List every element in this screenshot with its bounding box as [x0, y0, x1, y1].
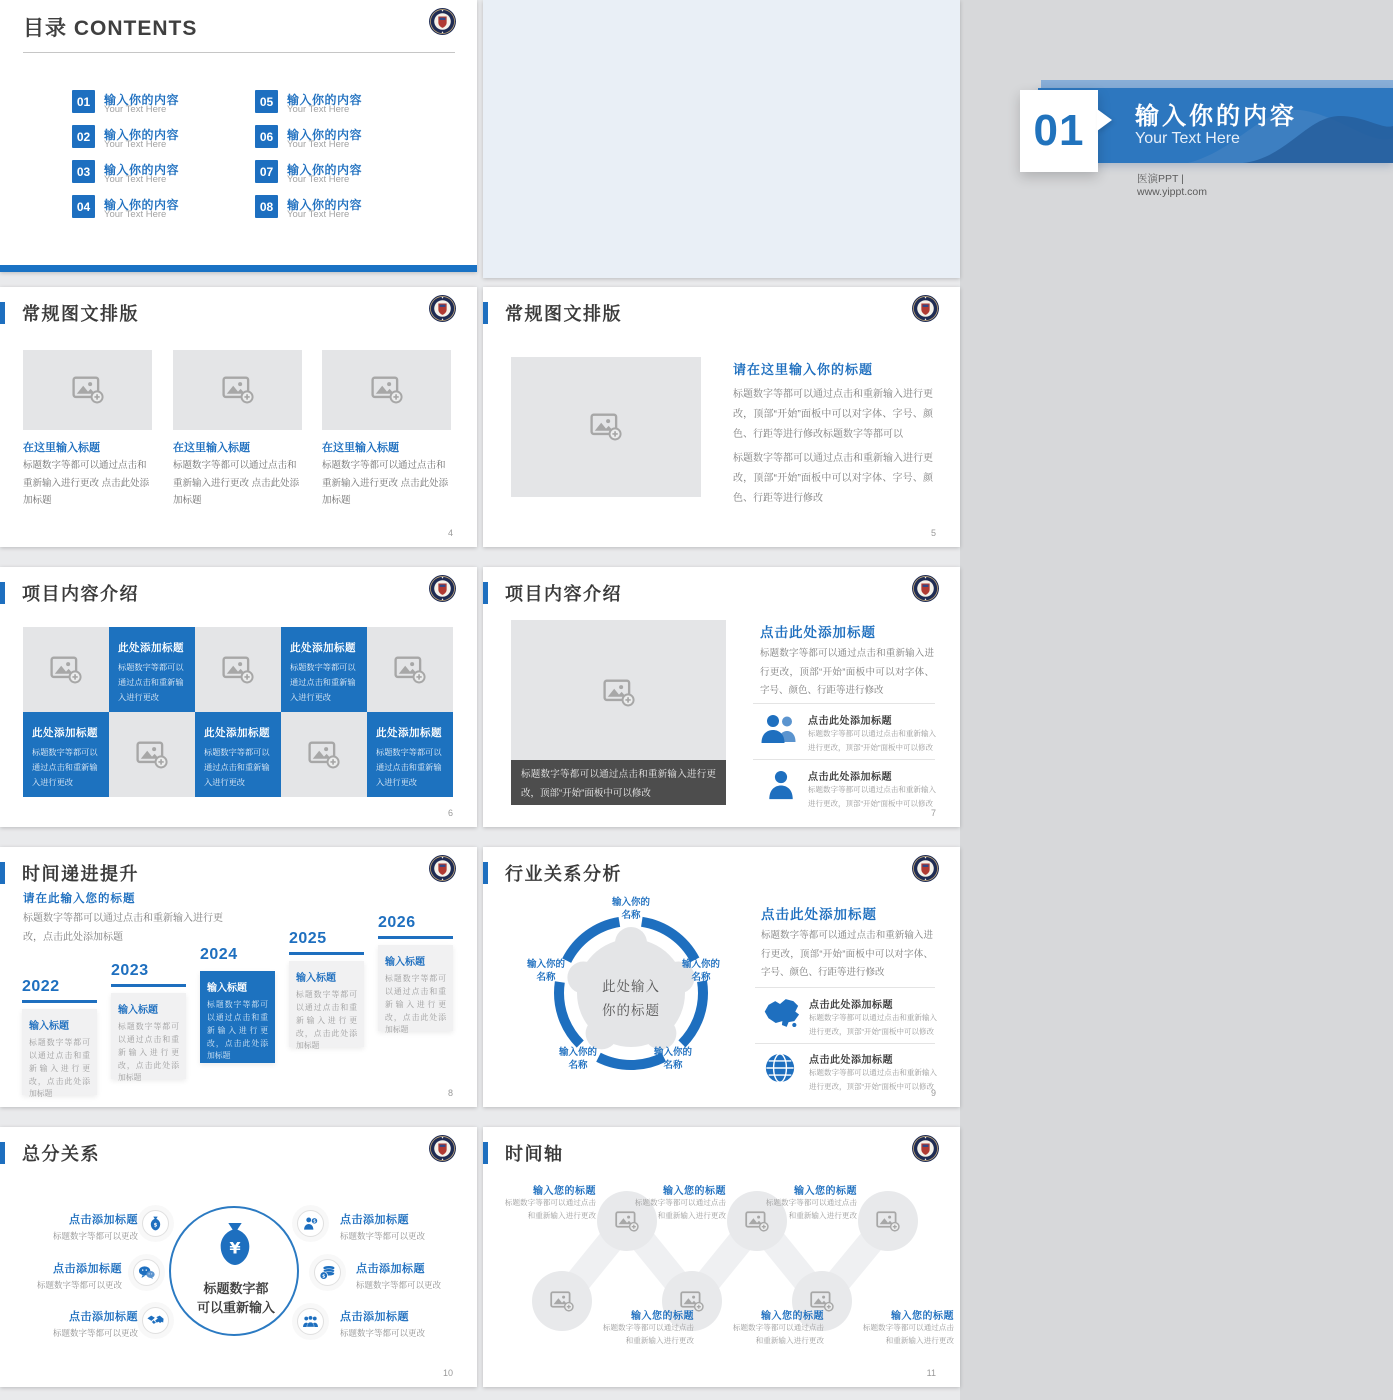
- toc-sub: Your Text Here: [104, 139, 167, 150]
- satellite-circle: [297, 1308, 324, 1335]
- gear-node-label: 输入你的 名称: [558, 1047, 597, 1071]
- toc-sub: Your Text Here: [287, 104, 350, 115]
- divider: [755, 987, 935, 988]
- item-title: 点击此处添加标题: [808, 772, 892, 783]
- toc-number: 08: [255, 195, 278, 218]
- toc-sub: Your Text Here: [104, 174, 167, 185]
- image-caption: 标题数字等都可以通过点击和重新输入进行更改，顶部“开始”面板中可以修改: [511, 760, 726, 805]
- item-text: 标题数字等都可以通过点击和重新输入进行更改，顶部“开始”面板中可以修改: [808, 729, 936, 752]
- money-bag-dollar-icon: [147, 1216, 164, 1231]
- item-title: 点击此处添加标题: [809, 1055, 893, 1066]
- cell-heading: 此处添加标题: [204, 727, 270, 739]
- card-heading: 在这里输入标题: [173, 442, 250, 454]
- section-heading: 请在此输入您的标题: [23, 893, 136, 905]
- toc-number: 02: [72, 125, 95, 148]
- node-label: 输入您的标题 标题数字等都可以通过点击 和重新输入进行更改: [504, 1186, 596, 1220]
- grid-text-cell: [23, 712, 109, 797]
- contents-title: [23, 12, 197, 42]
- toc-number: 05: [255, 90, 278, 113]
- year-label: 2025: [289, 930, 327, 947]
- grid-text-cell: [109, 627, 195, 712]
- title-accent-bar: [483, 1142, 488, 1164]
- slide-title: 项目内容介绍: [505, 584, 622, 604]
- card-title: 输入标题: [118, 1005, 158, 1016]
- satellite-label: 点击添加标题 标题数字等都可以更改: [52, 1214, 138, 1241]
- china-map-icon: [759, 997, 801, 1030]
- page-number: 7: [930, 808, 936, 818]
- toc-number: 01: [72, 90, 95, 113]
- year-underline: [22, 1000, 97, 1003]
- year-label: 2026: [378, 914, 416, 931]
- card-body: 标题数字等都可以通过点击和重新输入进行更改，点击此处添加标题: [296, 990, 357, 1051]
- image-placeholder-icon: [72, 376, 104, 404]
- card-body: 标题数字等都可以通过点击和重新输入进行更改 点击此处添加标题: [23, 460, 150, 507]
- card-body: 标题数字等都可以通过点击和重新输入进行更改，点击此处添加标题: [207, 1000, 268, 1061]
- handshake-icon: [147, 1313, 164, 1328]
- page-number: 6: [447, 808, 453, 818]
- image-placeholder: [322, 350, 451, 430]
- year-card-highlighted: [200, 971, 275, 1063]
- image-placeholder-icon: [222, 376, 254, 404]
- image-placeholder: [511, 357, 701, 497]
- title-divider: [23, 52, 455, 53]
- toc-label: 输入你的内容: [287, 198, 363, 212]
- year-label: 2023: [111, 962, 149, 979]
- image-placeholder-icon: [394, 656, 426, 684]
- satellite-label: 点击添加标题 标题数字等都可以更改: [52, 1311, 138, 1338]
- card-heading: 在这里输入标题: [322, 442, 399, 454]
- cell-body: 标题数字等都可以通过点击和重新输入进行更改: [376, 748, 442, 787]
- timeline-node: [858, 1191, 918, 1251]
- toc-sub: Your Text Here: [287, 209, 350, 220]
- university-seal-logo: [428, 854, 457, 883]
- slide-section-cover[interactable]: [483, 0, 1297, 278]
- image-placeholder-icon: [308, 741, 340, 769]
- image-placeholder: [23, 627, 109, 712]
- divider: [753, 759, 935, 760]
- divider: [753, 703, 935, 704]
- person-icon: [766, 769, 796, 801]
- toc-label: 输入你的内容: [104, 93, 180, 107]
- card-title: 输入标题: [385, 957, 425, 968]
- image-placeholder-icon: [603, 679, 635, 707]
- page-number: 5: [930, 528, 936, 538]
- person-coin-icon: [302, 1216, 319, 1231]
- hub-text-line1: 标题数字都: [203, 1281, 269, 1296]
- year-card: [378, 945, 453, 1035]
- title-accent-bar: [483, 862, 488, 884]
- university-seal-logo: [428, 7, 457, 36]
- card-body: 标题数字等都可以通过点击和重新输入进行更改，点击此处添加标题: [118, 1022, 179, 1083]
- slide-title: 常规图文排版: [505, 304, 622, 324]
- people-group-icon: [302, 1314, 319, 1329]
- globe-icon: [764, 1052, 796, 1084]
- satellite-circle: [133, 1259, 160, 1286]
- toc-sub: Your Text Here: [287, 139, 350, 150]
- toc-sub: Your Text Here: [104, 104, 167, 115]
- money-bag-yuan-icon: [214, 1221, 256, 1267]
- people-pair-icon: [760, 713, 800, 745]
- university-seal-logo: [428, 574, 457, 603]
- item-text: 标题数字等都可以通过点击和重新输入进行更改，顶部“开始”面板中可以修改: [809, 1068, 937, 1091]
- timeline-node: [532, 1271, 592, 1331]
- body-paragraph: 标题数字等都可以通过点击和重新输入进行更改，顶部“开始”面板中可以对字体、字号、颜色、行距等进行修改: [761, 930, 933, 979]
- page-number: 11: [926, 1368, 936, 1378]
- toc-number: 06: [255, 125, 278, 148]
- year-underline: [111, 984, 186, 987]
- intro-paragraph: 标题数字等都可以通过点击和重新输入进行更改，点击此处添加标题: [23, 913, 223, 943]
- year-label: 2024: [200, 946, 238, 963]
- year-underline: [289, 952, 364, 955]
- body-paragraph: 标题数字等都可以通过点击和重新输入进行更改，顶部“开始”面板中可以对字体、字号、颜色、行距等进行修改: [760, 648, 934, 697]
- year-underline: [378, 936, 453, 939]
- timeline-column-2022: [22, 978, 97, 1099]
- spacer: [200, 964, 275, 971]
- toc-number: 07: [255, 160, 278, 183]
- arrow-right-icon: [1097, 109, 1112, 131]
- timeline-column-2023: [111, 962, 186, 1083]
- satellite-label: 点击添加标题 标题数字等都可以更改: [340, 1214, 426, 1241]
- satellite-label: 点击添加标题 标题数字等都可以更改: [340, 1311, 426, 1338]
- toc-sub: Your Text Here: [287, 174, 350, 185]
- image-placeholder-icon: [590, 413, 622, 441]
- node-label: 输入您的标题 标题数字等都可以通过点击 和重新输入进行更改: [634, 1186, 726, 1220]
- toc-label: 输入你的内容: [104, 198, 180, 212]
- slide-title: 常规图文排版: [22, 304, 139, 324]
- node-label: 输入您的标题 标题数字等都可以通过点击 和重新输入进行更改: [765, 1186, 857, 1220]
- slide-title: 时间递进提升: [22, 864, 139, 884]
- university-seal-logo: [911, 1134, 940, 1163]
- timeline-column-2024: [200, 946, 275, 1063]
- image-placeholder-icon: [136, 741, 168, 769]
- gear-node-label: 输入你的 名称: [681, 959, 720, 983]
- image-placeholder: [281, 712, 367, 797]
- year-card: [22, 1009, 97, 1099]
- title-accent-bar: [0, 582, 5, 604]
- card-heading: 在这里输入标题: [23, 442, 100, 454]
- card-body: 标题数字等都可以通过点击和重新输入进行更改，点击此处添加标题: [385, 974, 446, 1035]
- year-card: [289, 961, 364, 1051]
- gear-node-label: 输入你的 名称: [611, 897, 650, 921]
- toc-label: 输入你的内容: [287, 128, 363, 142]
- toc-sub: Your Text Here: [104, 209, 167, 220]
- image-placeholder-icon: [222, 656, 254, 684]
- toc-number: 03: [72, 160, 95, 183]
- cell-body: 标题数字等都可以通过点击和重新输入进行更改: [290, 663, 356, 702]
- body-paragraph: 标题数字等都可以通过点击和重新输入进行更改，顶部“开始”面板中可以对字体、字号、颜色、行距等进行修改标题数字等都可以: [733, 389, 933, 440]
- section-number-box: [1020, 90, 1098, 172]
- toc-label: 输入你的内容: [104, 163, 180, 177]
- image-placeholder-icon: [876, 1211, 900, 1232]
- satellite-circle: [142, 1307, 169, 1334]
- image-placeholder: [173, 350, 302, 430]
- university-seal-logo: [911, 854, 940, 883]
- card-title: 输入标题: [207, 983, 247, 994]
- slide-hub-relation[interactable]: [0, 1127, 477, 1387]
- toc-label: 输入你的内容: [287, 163, 363, 177]
- section-heading: 请在这里输入你的标题: [733, 362, 874, 377]
- slide-layout-image-text[interactable]: [483, 287, 960, 547]
- university-seal-logo: [428, 1134, 457, 1163]
- toc-label: 输入你的内容: [287, 93, 363, 107]
- template-credit: 医演PPT | www.yippt.com: [1137, 173, 1208, 198]
- satellite-circle: [142, 1210, 169, 1237]
- coins-icon: [319, 1265, 336, 1280]
- hub-circle: [169, 1206, 299, 1336]
- slide-title: 项目内容介绍: [22, 584, 139, 604]
- satellite-circle: [297, 1210, 324, 1237]
- title-accent-bar: [483, 582, 488, 604]
- page-number: 8: [447, 1088, 453, 1098]
- image-placeholder: [195, 627, 281, 712]
- timeline-column-2025: [289, 930, 364, 1051]
- card-title: 输入标题: [296, 973, 336, 984]
- contents-title-en: CONTENTS: [73, 17, 198, 40]
- cell-body: 标题数字等都可以通过点击和重新输入进行更改: [204, 748, 270, 787]
- section-subtitle: Your Text Here: [1135, 130, 1240, 147]
- divider: [755, 1043, 935, 1044]
- item-text: 标题数字等都可以通过点击和重新输入进行更改，顶部“开始”面板中可以修改: [809, 1013, 937, 1036]
- item-title: 点击此处添加标题: [808, 716, 892, 727]
- cell-heading: 此处添加标题: [290, 642, 356, 654]
- slide-project-grid[interactable]: [0, 567, 477, 827]
- cell-heading: 此处添加标题: [118, 642, 184, 654]
- image-placeholder-icon: [550, 1291, 574, 1312]
- slide-project-detail[interactable]: [483, 567, 960, 827]
- title-accent-bar: [0, 862, 5, 884]
- slide-layout-three-images[interactable]: [0, 287, 477, 547]
- page-number: 10: [442, 1368, 453, 1378]
- section-heading: 点击此处添加标题: [761, 907, 877, 922]
- toc-number: 04: [72, 195, 95, 218]
- contents-title-zh: 目录: [23, 17, 67, 40]
- card-body: 标题数字等都可以通过点击和重新输入进行更改，点击此处添加标题: [29, 1038, 90, 1099]
- university-seal-logo: [911, 294, 940, 323]
- slide-industry-analysis[interactable]: [483, 847, 960, 1107]
- page-number: 9: [930, 1088, 936, 1098]
- item-text: 标题数字等都可以通过点击和重新输入进行更改，顶部“开始”面板中可以修改: [808, 785, 936, 808]
- item-title: 点击此处添加标题: [809, 1000, 893, 1011]
- node-label: 输入您的标题 标题数字等都可以通过点击 和重新输入进行更改: [732, 1311, 824, 1345]
- slide-title: 时间轴: [505, 1144, 564, 1164]
- image-placeholder: [23, 350, 152, 430]
- image-placeholder: [109, 712, 195, 797]
- image-placeholder-icon: [50, 656, 82, 684]
- title-accent-bar: [0, 1142, 5, 1164]
- node-label: 输入您的标题 标题数字等都可以通过点击 和重新输入进行更改: [602, 1311, 694, 1345]
- node-label: 输入您的标题 标题数字等都可以通过点击 和重新输入进行更改: [862, 1311, 954, 1345]
- timeline-column-2026: [378, 914, 453, 1035]
- satellite-circle: [314, 1259, 341, 1286]
- satellite-label: 点击添加标题 标题数字等都可以更改: [36, 1263, 122, 1290]
- image-placeholder-icon: [371, 376, 403, 404]
- university-seal-logo: [428, 294, 457, 323]
- grid-text-cell: [367, 712, 453, 797]
- slide-title: 总分关系: [22, 1144, 100, 1164]
- title-accent-bar: [483, 302, 488, 324]
- section-title: 输入你的内容: [1135, 103, 1297, 130]
- grid-text-cell: [195, 712, 281, 797]
- slide-contents[interactable]: [0, 0, 477, 272]
- image-placeholder: [367, 627, 453, 712]
- title-accent-bar: [0, 302, 5, 324]
- gear-node-label: 输入你的 名称: [526, 959, 565, 983]
- section-heading: 点击此处添加标题: [760, 625, 876, 640]
- cell-body: 标题数字等都可以通过点击和重新输入进行更改: [118, 663, 184, 702]
- slide-year-timeline[interactable]: [0, 847, 477, 1107]
- year-label: 2022: [22, 978, 60, 995]
- gear-center-line2: 你的标题: [602, 1003, 660, 1018]
- slide-zigzag-timeline[interactable]: [483, 1127, 960, 1387]
- wechat-icon: [138, 1265, 155, 1280]
- university-seal-logo: [911, 574, 940, 603]
- page-number: 4: [447, 528, 453, 538]
- cell-heading: 此处添加标题: [32, 727, 98, 739]
- card-body: 标题数字等都可以通过点击和重新输入进行更改 点击此处添加标题: [173, 460, 300, 507]
- hub-text-line2: 可以重新输入: [196, 1300, 275, 1315]
- gear-center-line1: 此处输入: [602, 979, 660, 994]
- card-title: 输入标题: [29, 1021, 69, 1032]
- cell-body: 标题数字等都可以通过点击和重新输入进行更改: [32, 748, 98, 787]
- bottom-accent-bar: [0, 265, 477, 272]
- year-card: [111, 993, 186, 1083]
- body-paragraph: 标题数字等都可以通过点击和重新输入进行更改，顶部“开始”面板中可以对字体、字号、颜色、行距等进行修改: [733, 453, 933, 504]
- slide-title: 行业关系分析: [505, 864, 622, 884]
- gear-node-label: 输入你的 名称: [653, 1047, 692, 1071]
- grid-text-cell: [281, 627, 367, 712]
- satellite-label: 点击添加标题 标题数字等都可以更改: [356, 1263, 442, 1290]
- card-body: 标题数字等都可以通过点击和重新输入进行更改 点击此处添加标题: [322, 460, 449, 507]
- toc-label: 输入你的内容: [104, 128, 180, 142]
- cell-heading: 此处添加标题: [376, 727, 442, 739]
- section-number: 01: [1033, 106, 1085, 155]
